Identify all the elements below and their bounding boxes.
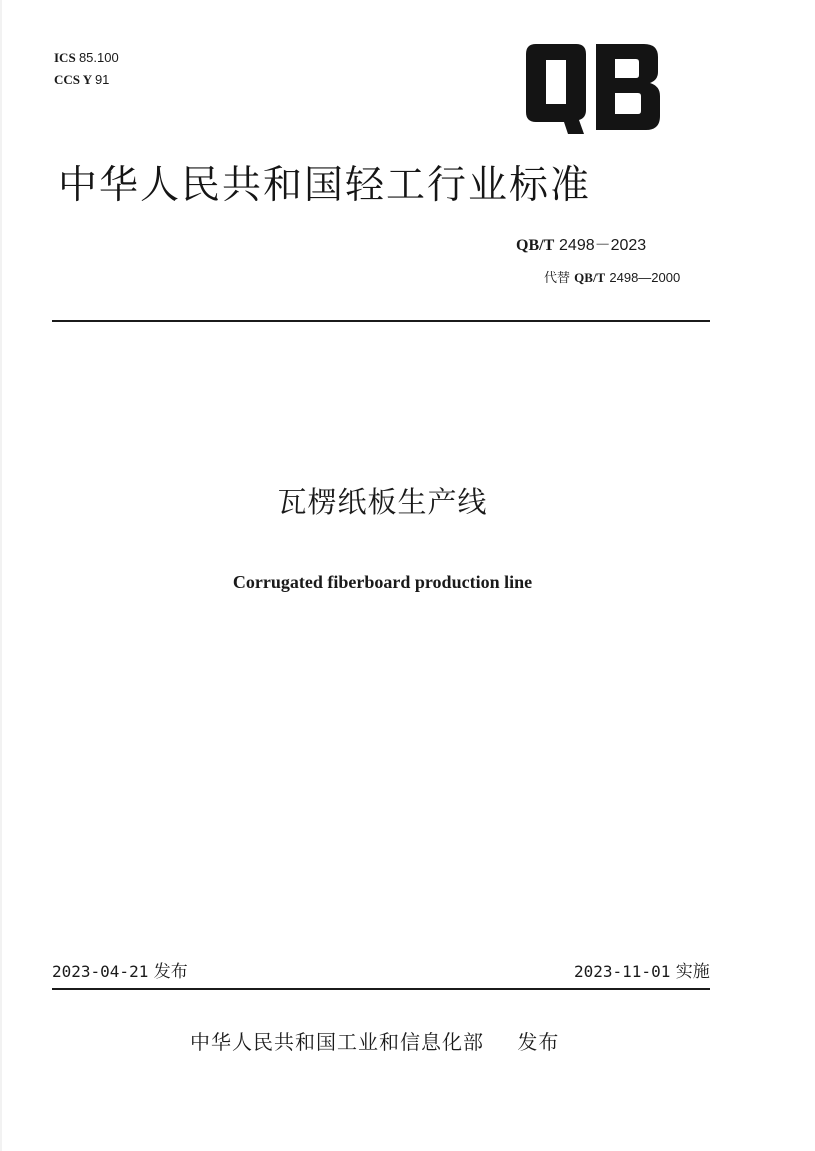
replaces-prefix: QB/T — [574, 270, 606, 285]
top-divider — [52, 320, 710, 322]
implement-date: 2023-11-01 — [574, 962, 671, 981]
publisher-line — [190, 1028, 559, 1056]
standard-number — [516, 234, 646, 257]
document-title-cn: 瓦楞纸板生产线 — [277, 485, 488, 519]
implement-label: 实施 — [675, 962, 710, 982]
document-title-en: Corrugated fiberboard production line — [232, 572, 533, 592]
ccs-number: 91 — [94, 72, 110, 87]
publisher-action: 发布 — [517, 1030, 560, 1054]
qb-logo — [514, 42, 664, 142]
classification-codes — [54, 47, 119, 91]
issuer-title: 中华人民共和国轻工行业标准 — [58, 163, 592, 208]
issue-label: 发布 — [153, 962, 188, 982]
ics-number: 85.100 — [78, 50, 119, 65]
publisher-name: 中华人民共和国工业和信息化部 — [190, 1030, 484, 1054]
replaces-label: 代替 — [544, 271, 571, 286]
ics-code — [54, 47, 119, 69]
ics-prefix: ICS — [54, 50, 76, 65]
replaces-standard — [544, 268, 680, 289]
standard-number-prefix: QB/T — [516, 237, 555, 254]
implement-date-block — [574, 960, 710, 984]
replaces-number: 2498—2000 — [609, 270, 681, 285]
ccs-prefix: CCS Y — [54, 72, 92, 87]
standard-number-value: 2498－2023 — [559, 237, 647, 254]
issue-date: 2023-04-21 — [52, 962, 149, 981]
bottom-divider — [52, 988, 710, 990]
ccs-code — [54, 69, 119, 91]
issue-date-block — [52, 960, 188, 984]
